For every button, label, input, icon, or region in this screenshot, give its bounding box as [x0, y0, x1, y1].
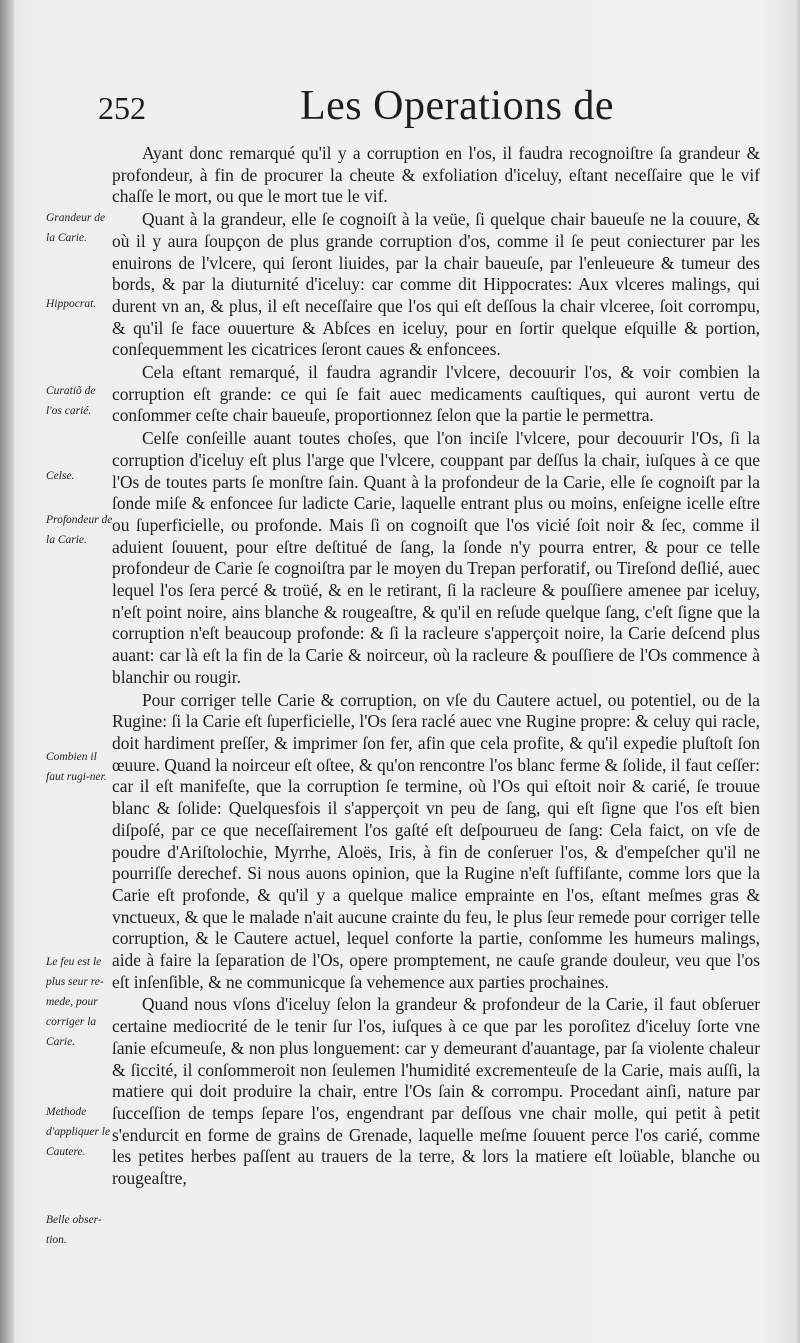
margin-note: Combien il faut rugi-ner. [46, 751, 107, 783]
paragraph: Quand nous vſons d'iceluy ſelon la grandeur & profondeur de la Carie, il faut obſeruer certaine mediocrité de le tenir ſur l'os, iuſques à ce que par les poroſitez d'iceluy ſorte vne ſanie eſcumeuſe, & non plus longuement: car y demeurant d'auantage, par ſa violente chaleur & ſiccité, il conſommeroit non ſeulemen l'humidité excrementeuſe de la Carie, mais auſſi, la matiere qui doit produire la chair, entre l'Os ſain & corrompu. Procedant ainſi, nature par ſucceſſion de temps ſepare l'os, engendrant par deſſous vne chair molle, qui petit à petit s'endurcit en forme de grains de Grenade, laquelle meſme ſouuent perce l'os carié, comme les petites herbes paſſent au trauers de la terre, & lors la matiere eſt loüable, blanche ou rougeaſtre, [112, 994, 760, 1189]
margin-note: Celse. [46, 470, 75, 482]
paragraph: Ayant donc remarqué qu'il y a corruption en l'os, il faudra recognoiſtre ſa grandeur & profondeur, à fin de procurer la cheute & exfoliation d'iceluy, eſtant neceſſaire que le vif chaſſe le mort, ou que le mort tue le vif. [112, 143, 760, 207]
margin-note: Le feu est le plus seur re-mede, pour corriger la Carie. [46, 956, 104, 1048]
margin-note: Profondeur de la Carie. [46, 514, 113, 546]
margin-note: Hippocrat. [46, 298, 97, 310]
running-title: Les Operations de [300, 83, 615, 129]
page-number: 252 [98, 90, 146, 126]
margin-note: Curatiõ de l'os carié. [46, 385, 96, 417]
paragraph: Quant à la grandeur, elle ſe cognoiſt à la veüe, ſi quelque chair baueuſe ne la couure, & où il y aura ſoupçon de plus grande corruption d'os, comme il ſe peut coniecturer par les enuirons de l'vlcere, qui ſeront liuides, par la chair baueuſe, par l'enleueure & tumeur des bords, & par la diuturnité d'iceluy: car comme dit Hippocrates: Aux vlceres malings, qui durent vn an, & plus, il eſt neceſſaire que l'os qui eſt deſſous la chair vlceree, ſoit corrompu, & qu'il ſe face ouuerture & Abſces en iceluy, pour en ſortir quelque eſquille & portion, conſequemment les cicatrices ſeront caues & enfoncees. [112, 209, 760, 360]
paragraph: Celſe conſeille auant toutes choſes, que l'on inciſe l'vlcere, pour decouurir l'Os, ſi la corruption d'iceluy eſt plus l'arge que l'vlcere, couppant par deſſus la chair, iuſques à ce que l'Os de toutes parts ſe monſtre ſain. Quant à la profondeur de la Carie, elle ſe cognoiſt par la ſonde miſe & enfoncee ſur ladicte Carie, laquelle entrant plus ou moins, enſeigne icelle eſtre ou ſuperficielle, ou profonde. Mais ſi on cognoiſt que l'os vicié ſoit noir & ſec, comme il aduient ſouuent, pour eſtre deſtitué de ſang, la ſonde n'y pourra entrer, & pour ce telle profondeur de Carie ſe cognoiſtra par le moyen du Trepan perforatif, ou Tireſond deſlié, auec lequel l'os ſera percé & troüé, & en le retirant, ſi la racleure & pouſſiere amenee par iceluy, n'eſt point noire, ains blanche & rougeaſtre, & qu'il en reſude quelque ſang, c'eſt ſigne que la corruption n'eſt beaucoup profonde: & ſi la racleure s'apperçoit noire, la Carie deſcend plus auant: car là eſt la fin de la Carie & noirceur, où la racleure & pouſſiere de l'Os commence à blanchir ou rougir. [112, 428, 760, 687]
body-text [112, 143, 760, 1191]
margin-note: Belle obser-tion. [46, 1214, 102, 1246]
page-header [0, 82, 800, 132]
gutter-shadow [0, 0, 14, 1343]
margin-note: Grandeur de la Carie. [46, 212, 106, 244]
paragraph: Cela eſtant remarqué, il faudra agrandir l'vlcere, decouurir l'os, & voir combien la corruption eſt grande: ce qui ſe fait auec medicaments cauſtiques, qui auront vertu de conſommer ceſte chair baueuſe, proportionnez ſelon que la partie le permettra. [112, 362, 760, 426]
margin-note: Methode d'appliquer le Cautere. [46, 1106, 111, 1158]
paragraph: Pour corriger telle Carie & corruption, on vſe du Cautere actuel, ou potentiel, ou de la Rugine: ſi la Carie eſt ſuperficielle, l'Os ſera raclé auec vne Rugine propre: & celuy qui racle, doit hardiment preſſer, & imprimer ſon fer, afin que cela profite, & qu'il expedie pluſtoſt ſon œuure. Quand la noirceur eſt oſtee, & qu'on rencontre l'os blanc ferme & ſolide, il faut ceſſer: car il eſt manifeſte, que la corruption ſe termine, où l'Os qui eſtoit noir & carié, ſe trouue blanc & ſolide: Quelquesfois il s'apperçoit vn peu de ſang, qui eſt ſigne que l'os eſt bien diſpoſé, par ce que neceſſairement l'os gaſté eſt deſpourueu de ſang: Cela faict, on vſe de poudre d'Ariſtolochie, Myrrhe, Aloës, Iris, à fin de conſeruer l'os, & d'empeſcher qu'il ne pourriſſe derechef. Si nous auons opinion, que la Rugine n'eſt ſuffiſante, comme lors que la Carie eſt profonde, & qu'il y a quelque malice emprainte en l'os, eſtant meſmes gras & vnctueux, & que le malade n'ait aucune crainte du feu, le plus ſeur remede pour corriger telle corruption, & le Cautere actuel, lequel conforte la partie, conſomme les humeurs malings, aide à faire la ſeparation de l'Os, opere promptement, ne cauſe grande douleur, veu que l'os eſt inſenſible, & ne communicque ſa vehemence aux parties prochaines. [112, 689, 760, 992]
